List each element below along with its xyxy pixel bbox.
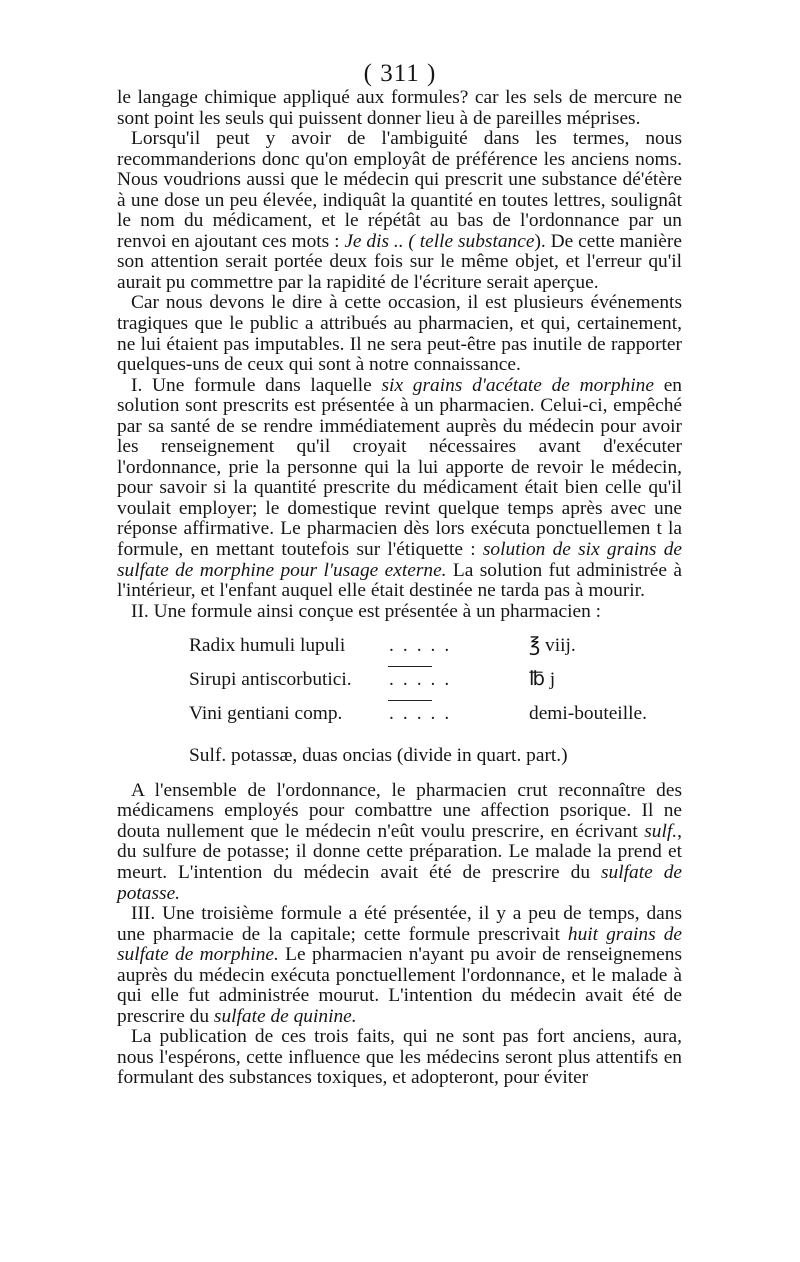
- paragraph-3: Car nous devons le dire à cette occasion, il est plusieurs événements tragiques que le public a attribués au pharmacien, et qui, certainement, ne lui étaient pas imputables. Il ne sera peut-être pas inutile de rapporter quelques-uns de ceux qui sont à notre connaissance.: [117, 292, 682, 376]
- case-2-emphasis-sulf: sulf.: [644, 820, 678, 842]
- case-1-text-b: en solution sont prescrits est présentée à un pharmacien. Celui-ci, empêché par sa santé de se rendre immédiatement auprès du médecin pour avoir les renseignement qu'il croyait nécessaires avant d'exécuter l'ordonnance, prie la personne qui la lui apporte de revoir le médecin, pour savoir si la quantité prescrite du médicament était bien celle qu'il voulait employer; le domestique revint quelque temps après avec une réponse affirmative. Le pharmacien dès lors exécuta ponctuellemen t la formule, en mettant toutefois sur l'étiquette :: [117, 374, 682, 561]
- prescription-dots: .....: [389, 635, 459, 657]
- prescription-ingredient: Vini gentiani comp.: [189, 703, 343, 725]
- paragraph-2-text-b: ). De cette manière son attention serait portée deux fois sur le même objet, et l'erreur qu'il aurait pu commettre par la rapidité de l'écriture serait aperçue.: [117, 230, 682, 293]
- paragraph-2: [117, 129, 682, 293]
- case-3-text-a: III. Une troisième formule a été présentée, il y a peu de temps, dans une pharmacie de la capitale; cette formule prescrivait: [117, 903, 682, 945]
- case-1-emphasis-dose: six grains d'acétate de morphine: [381, 374, 654, 396]
- case-1-text-a: I. Une formule dans laquelle: [131, 374, 382, 396]
- underline-rule: [388, 700, 432, 701]
- prescription-dots: .....: [389, 669, 459, 691]
- prescription-block: [117, 636, 682, 767]
- case-3-text-b: Le pharmacien n'ayant pu avoir de renseignemens auprès du médecin exécuta ponctuellement l'ordonnance, et le malade à qui elle fut administrée mourut. L'intention du médecin avait été de prescrire du: [117, 944, 682, 1027]
- prescription-dots: .....: [389, 703, 459, 725]
- page-body: [117, 88, 682, 1089]
- case-2-emphasis-sulfate: sulfate de potasse.: [117, 861, 682, 904]
- paragraph-2-text-a: Lorsqu'il peut y avoir de l'ambiguité dans les termes, nous recommanderions donc qu'on employât de préférence les anciens noms. Nous voudrions aussi que le médecin qui prescrit une substance dé'étère à une dose un peu élevée, indiquât la quantité en toutes lettres, soulignât le nom du médicament, et le répétât au bas de l'ordonnance par un renvoi en ajoutant ces mots :: [117, 128, 682, 252]
- case-1-emphasis-label: solution de six grains de sulfate de morphine pour l'usage externe.: [117, 539, 683, 581]
- paragraph-2-emphasis: Je dis .. ( telle substance: [344, 230, 535, 252]
- paragraph-case-3: [117, 904, 682, 1027]
- prescription-ingredient: Radix humuli lupuli: [189, 635, 346, 657]
- case-2-text-b: , du sulfure de potasse; il donne cette préparation. Le malade la prend et meurt. L'intention du médecin avait été de prescrire du: [117, 820, 682, 883]
- prescription-line: [117, 636, 682, 670]
- paragraph-case-2-outcome: [117, 781, 682, 904]
- paragraph-conclusion: La publication de ces trois faits, qui ne sont pas fort anciens, aura, nous l'espérons, cette influence que les médecins seront plus attentifs en formulant des substances toxiques, et adopteront, pour éviter: [117, 1026, 682, 1089]
- prescription-line: [117, 670, 682, 704]
- page-number: ( 311 ): [363, 60, 437, 87]
- prescription-quantity: ℥ viij.: [529, 635, 576, 657]
- underline-rule: [388, 666, 432, 667]
- paragraph-1: le langage chimique appliqué aux formules? car les sels de mercure ne sont point les seuls qui puissent donner lieu à de pareilles méprises.: [117, 87, 682, 129]
- paragraph-case-2-intro: II. Une formule ainsi conçue est présentée à un pharmacien :: [131, 600, 602, 622]
- case-3-emphasis-dose: huit grains de sulfate de morphine.: [117, 923, 682, 966]
- prescription-sulfate-line: Sulf. potassæ, duas oncias (divide in quart. part.): [189, 745, 568, 767]
- case-1-text-c: La solution fut administrée à l'intérieur, et l'enfant auquel elle était destinée ne tarda pas à mourir.: [117, 559, 682, 602]
- prescription-line: [117, 704, 682, 738]
- prescription-ingredient: Sirupi antiscorbutici.: [189, 669, 352, 691]
- prescription-quantity: demi-bouteille.: [529, 703, 647, 725]
- paragraph-case-1: [117, 376, 682, 602]
- case-3-emphasis-quinine: sulfate de quinine.: [213, 1005, 357, 1027]
- prescription-quantity: ℔ j: [529, 669, 556, 691]
- case-2-text-a: A l'ensemble de l'ordonnance, le pharmacien crut reconnaître des médicamens employés pour combattre une affection psorique. Il ne douta nullement que le médecin n'eût voulu prescrire, en écrivant: [117, 779, 682, 842]
